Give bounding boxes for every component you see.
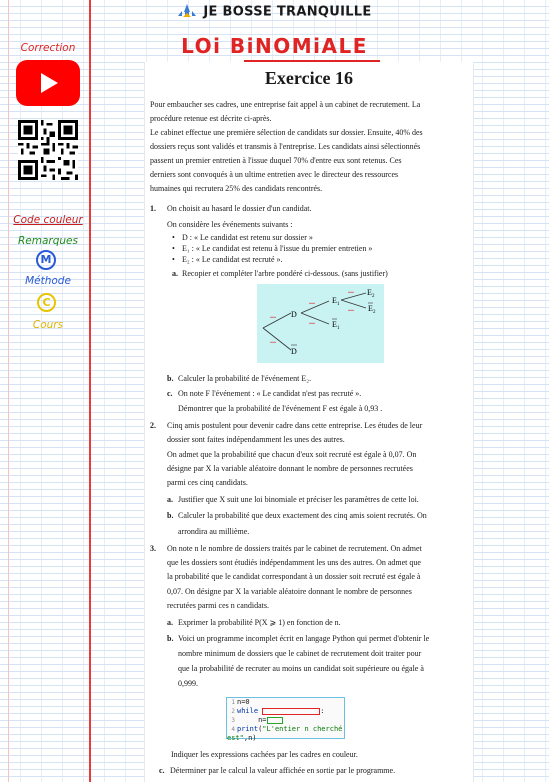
code-line: 4 print("L'entier n cherché est",n) [227,725,343,742]
node-d-bar: D [291,347,297,356]
intro-line: humaines qui recrutera 25% des candidats rencontrés. [150,184,323,193]
string-literal: "L'entier n cherché est" [227,725,343,742]
sub-label: a. [172,269,178,278]
question-text: que les dossiers sont étudiés indépendamment les uns des autres. On admet que [167,558,421,567]
node-e2-bar: E [368,304,373,313]
sub-text: 0,999. [178,679,198,688]
node-e1-bar-sub: 1 [337,326,340,331]
keyword-while: while [237,707,259,715]
event-bullet: • [172,233,175,242]
intro-line: Le cabinet effectue une première sélection de candidats sur dossier. Ensuite, 40% des [150,128,423,137]
weight-placeholder: ... [270,311,276,320]
question-number: 1. [150,204,156,213]
youtube-play-icon[interactable] [16,60,80,106]
sub-text: que la probabilité de recruter au moins un candidat soit supérieure ou égale à [178,664,424,673]
event-item: E₁ : « Le candidat est retenu à l'issue du premier entretien » [182,244,373,253]
node-e1: E [332,296,337,305]
sub-text: Calculer la probabilité de l'événement E₂. [178,374,312,383]
intro-line: dossiers reçus sont validés et transmis à l'entreprise. Les candidats ainsi sélectionnés [150,142,421,151]
brand-header [0,4,549,20]
intro-line: derniers sont convoqués à un ultime entretien avec le directeur des ressources [150,170,399,179]
sub-text: Indiquer les expressions cachées par les cadres en couleur. [171,750,358,759]
tree-diagram [257,284,384,363]
code-line: 1 n=0 [231,698,250,706]
methode-badge-icon: M [36,250,56,270]
probability-tree [257,284,384,363]
legend-methode: Méthode [25,275,71,287]
question-text: désigne par X la variable aléatoire donnant le nombre de personnes recrutées [167,464,413,473]
question-number: 3. [150,544,156,553]
hidden-condition-box[interactable] [262,708,320,715]
intro-line: procédure retenue est décrite ci-après. [150,114,272,123]
question-text: On note n le nombre de dossiers traités par le cabinet de recrutement. On admet [167,544,422,553]
sub-text: Calculer la probabilité que deux exactement des cinq amis soient recrutés. On [178,511,427,520]
sub-label: a. [167,495,173,504]
code-line: 2 while : [231,707,325,715]
node-e1-bar: E [332,320,337,329]
color-code-heading: Code couleur [13,214,83,226]
event-item: E₂ : « Le candidat est recruté ». [182,255,283,264]
sub-text: Justifier que X suit une loi binomiale et préciser les paramètres de cette loi. [178,495,419,504]
python-code-block [226,697,345,742]
question-text: 0,07. On désigne par X la variable aléatoire donnant le nombre de personnes [167,587,412,596]
qr-code-icon[interactable] [18,120,78,180]
sub-text: Exprimer la probabilité P(X ⩾ 1) en fonction de n. [178,618,341,627]
rocket-logo-icon [177,4,197,20]
weight-placeholder: ... [309,317,315,326]
events-intro: On considère les événements suivants : [167,220,293,229]
intro-line: passent un premier entretien à l'issue duquel 70% d'entre eux sont retenus. Ces [150,156,402,165]
sub-label: c. [159,766,165,775]
brand-text: JE BOSSE TRANQUILLE [203,4,372,20]
margin-line [89,0,91,782]
exercise-title: Exercice 16 [264,68,354,88]
sub-text: Recopier et compléter l'arbre pondéré ci-dessous. (sans justifier) [182,269,388,278]
sub-label: a. [167,618,173,627]
weight-placeholder: ... [348,286,354,295]
node-e2-bar-sub: 2 [373,310,376,315]
topic-title: LOi BiNOMiALE [181,34,368,58]
sub-text: On note F l'événement : « Le candidat n'est pas recruté ». [178,389,362,398]
sub-text: Démontrer que la probabilité de l'événement F est égale à 0,93 . [178,404,383,413]
question-text: Cinq amis postulent pour devenir cadre dans cette entreprise. Les études de leur [167,421,423,430]
sub-label: b. [167,374,174,383]
sub-label: c. [167,389,173,398]
question-text: On choisit au hasard le dossier d'un candidat. [167,204,312,213]
sub-label: b. [167,511,174,520]
correction-link[interactable]: Correction [20,42,76,54]
question-text: recrutées parmi ces n candidats. [167,601,269,610]
page-edge-line [8,0,9,782]
sub-text: Déterminer par le calcul la valeur affichée en sortie par le programme. [170,766,396,775]
event-bullet: • [172,255,175,264]
weight-placeholder: ... [348,304,354,313]
intro-line: Pour embaucher ses cadres, une entreprise fait appel à un cabinet de recrutement. La [150,100,421,109]
legend-remarques: Remarques [18,235,78,247]
question-text: la probabilité que le candidat correspondant à un dossier soit recruté est égale à [167,572,421,581]
question-text: parmi ces cinq candidats. [167,478,248,487]
sub-text: arrondira au millième. [178,527,250,536]
sub-label: b. [167,634,174,643]
weight-placeholder: ... [270,336,276,345]
question-text: dossier sont faites indépendamment les unes des autres. [167,435,345,444]
question-number: 2. [150,421,156,430]
event-item: D : « Le candidat est retenu sur dossier » [182,233,313,242]
code-line: 3 n= [227,716,344,725]
keyword-print: print [237,725,259,733]
play-triangle-icon [41,73,58,93]
legend-cours: Cours [32,319,64,331]
node-e1-sub: 1 [337,302,340,307]
sub-text: nombre minimum de dossiers que le cabinet de recrutement doit traiter pour [178,649,422,658]
hidden-update-box[interactable] [267,717,283,724]
node-d: D [291,310,297,319]
weight-placeholder: ... [309,297,315,306]
event-bullet: • [172,244,175,253]
node-e2-sub: 2 [372,294,375,299]
sub-text: Voici un programme incomplet écrit en langage Python qui permet d'obtenir le [178,634,430,643]
question-text: On admet que la probabilité que chacun d'eux soit recruté est égale à 0,07. On [167,450,417,459]
node-e2: E [367,288,372,297]
cours-badge-icon: C [37,293,56,312]
